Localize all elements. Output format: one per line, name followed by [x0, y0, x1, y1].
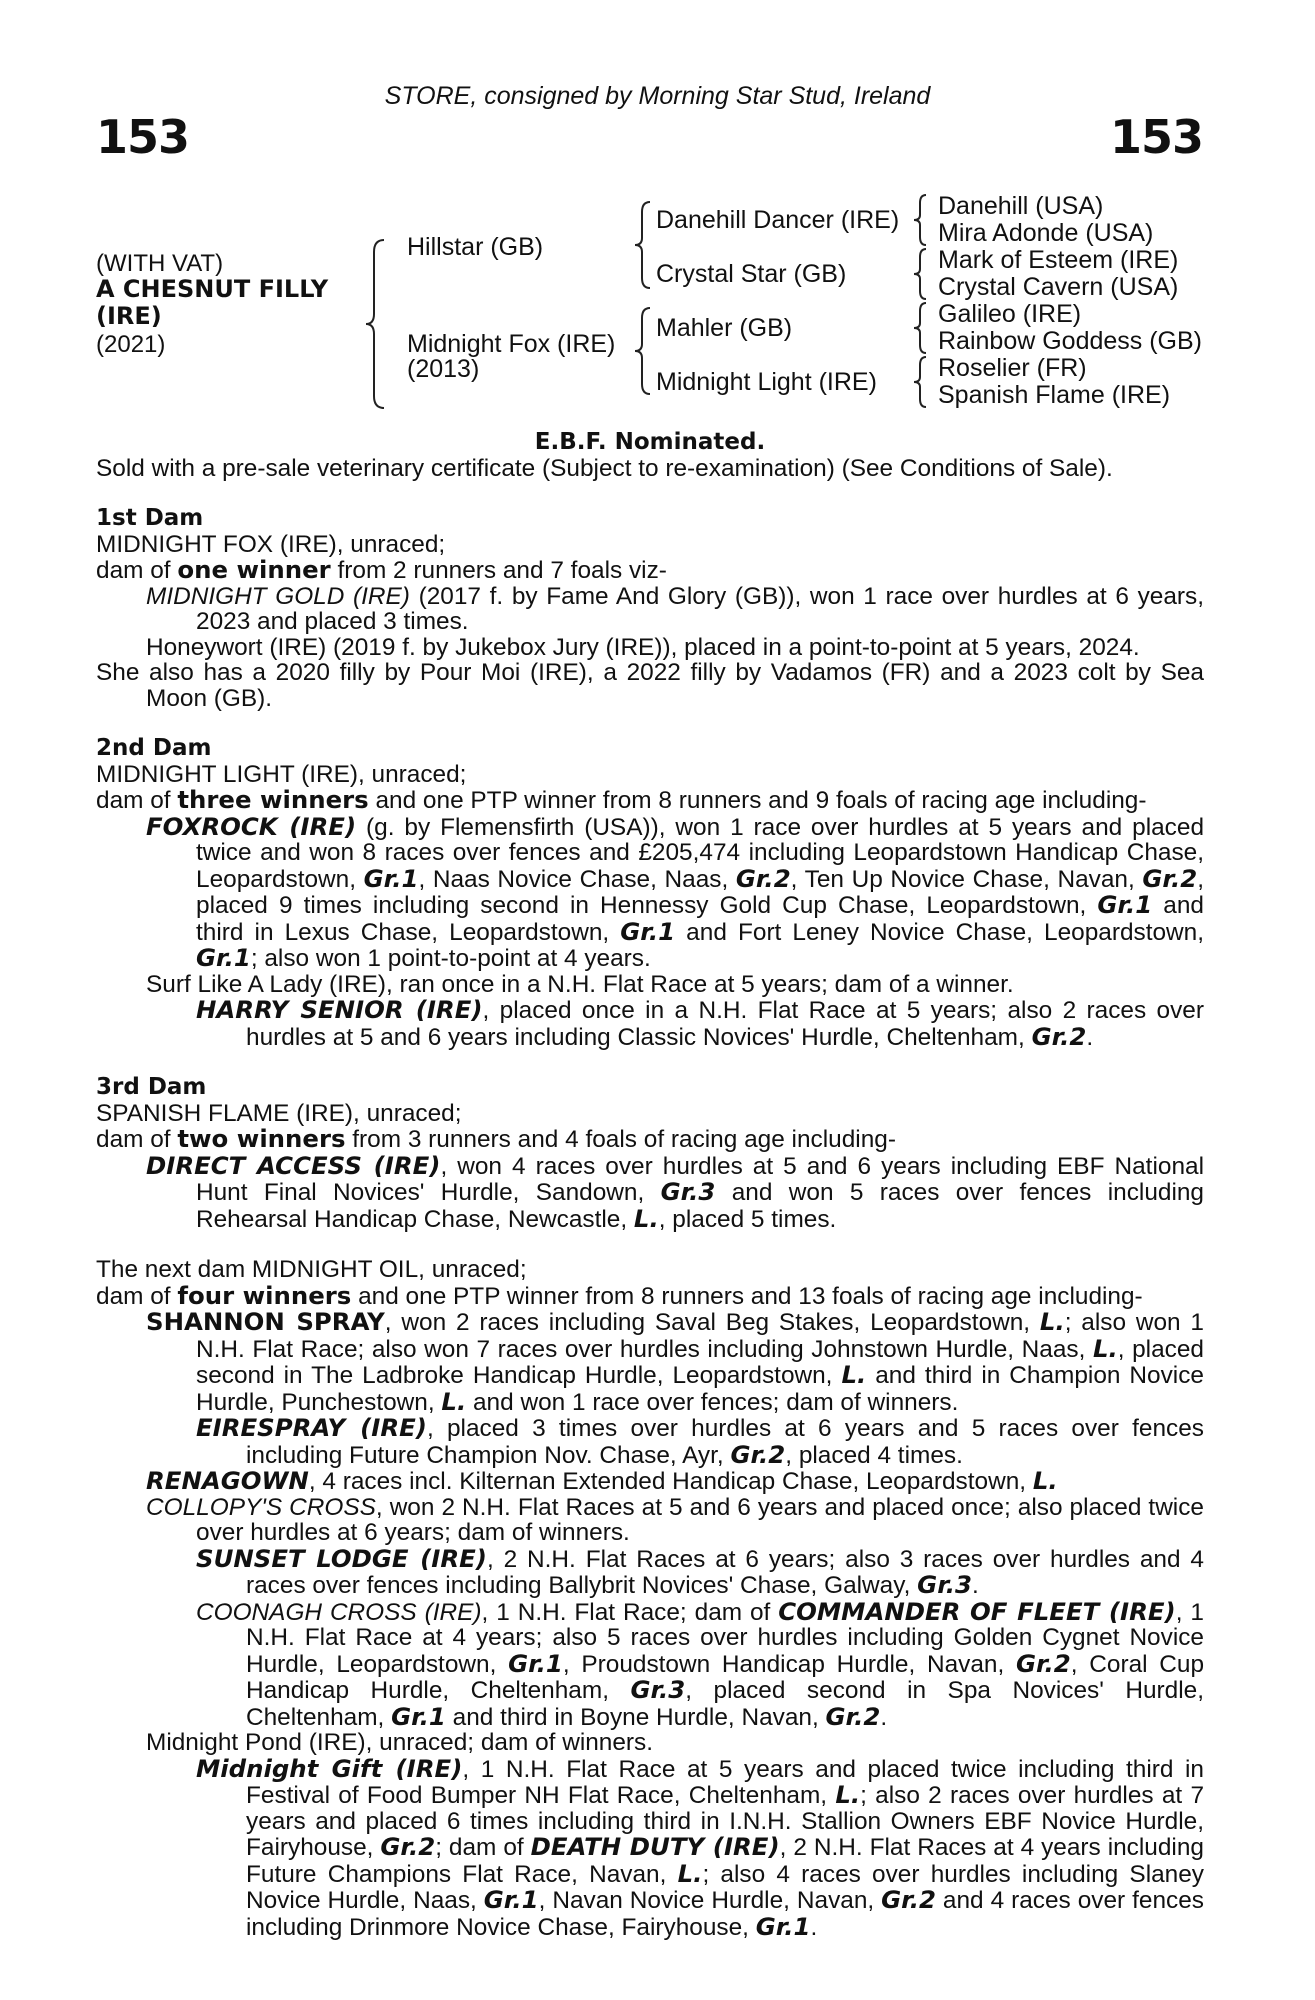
pedigree-dsd: Rainbow Goddess (GB) [938, 327, 1203, 355]
fourth-dam-entry-collopys-cross: COLLOPY'S CROSS, won 2 N.H. Flat Races at 5 and 6 years and placed once; also placed twice over hurdles at 6 years; dam of winners. [146, 1493, 1204, 1546]
pedigree-dam-year: (2013) [407, 355, 480, 383]
consignor-line: STORE, consigned by Morning Star Stud, Ireland [384, 82, 931, 110]
fourth-dam-entry-eirespray: EIRESPRAY (IRE), placed 3 times over hurdles at 6 years and 5 races over fences including Future Champion Nov. Chase, Ayr, Gr.2, placed 4 times. [196, 1413, 1204, 1469]
first-dam-produce-summary: dam of one winner from 2 runners and 7 foals viz- [96, 555, 667, 584]
third-dam-name: SPANISH FLAME (IRE), unraced; [96, 1099, 462, 1127]
fourth-dam-produce-summary: dam of four winners and one PTP winner from 8 runners and 13 foals of racing age including- [96, 1280, 1143, 1310]
subject-name-country: (IRE) [96, 302, 162, 330]
pedigree-dds: Roselier (FR) [938, 354, 1087, 382]
fourth-dam-name: The next dam MIDNIGHT OIL, unraced; [96, 1256, 527, 1283]
second-dam-entry-surf-like-a-lady: Surf Like A Lady (IRE), ran once in a N.H. Flat Race at 5 years; dam of a winner. [146, 970, 1014, 998]
fourth-dam-entry-midnight-gift: Midnight Gift (IRE), 1 N.H. Flat Race at 5 years and placed twice including third in Festival of Food Bumper NH Flat Race, Cheltenham, L.; also 2 races over hurdles at 7 years and placed 6 times including third in I.N.H. Stallion Owners EBF Novice Hurdle, Fairyhouse, Gr.2; dam of DEATH DUTY (IRE), 2 N.H. Flat Races at 4 years including Future Champions Flat Race, Navan, L.; also 4 races over hurdles including Slaney Novice Hurdle, Naas, Gr.1, Navan Novice Hurdle, Navan, Gr.2 and 4 races over fences including Drinmore Novice Chase, Fairyhouse, Gr.1. [196, 1753, 1205, 1941]
pedigree-dam: Midnight Fox (IRE) [407, 330, 616, 358]
catalogue-body [96, 430, 1204, 1940]
second-dam-entry-foxrock: FOXROCK (IRE) (g. by Flemensfirth (USA)), won 1 race over hurdles at 5 years and placed twice and won 8 races over fences and £205,474 including Leopardstown Handicap Chase, Leopardstown, Gr.1, Naas Novice Chase, Naas, Gr.2, Ten Up Novice Chase, Navan, Gr.2, placed 9 times including second in Hennessy Gold Cup Chase, Leopardstown, Gr.1 and third in Lexus Chase, Leopardstown, Gr.1 and Fort Leney Novice Chase, Leopardstown, Gr.1; also won 1 point-to-point at 4 years. [146, 811, 1205, 972]
pedigree-brace-g3-1 [910, 193, 932, 247]
second-dam-produce-summary: dam of three winners and one PTP winner from 8 runners and 9 foals of racing age including- [96, 785, 1147, 814]
pedigree-sds: Mark of Esteem (IRE) [938, 246, 1179, 274]
first-dam-name: MIDNIGHT FOX (IRE), unraced; [96, 530, 446, 558]
vet-certificate-note: Sold with a pre-sale veterinary certificate (Subject to re-examination) (See Conditions of Sale). [96, 454, 1113, 482]
second-dam-entry-harry-senior: HARRY SENIOR (IRE), placed once in a N.H. Flat Race at 5 years; also 2 races over hurdles at 5 and 6 years including Classic Novices' Hurdle, Cheltenham, Gr.2. [196, 995, 1204, 1051]
fourth-dam-entry-shannon-spray: SHANNON SPRAY, won 2 races including Saval Beg Stakes, Leopardstown, L.; also won 1 N.H. Flat Race; also won 7 races over hurdles including Johnstown Hurdle, Naas, L., placed second in The Ladbroke Handicap Hurdle, Leopardstown, L. and third in Champion Novice Hurdle, Punchestown, L. and won 1 race over fences; dam of winners. [146, 1307, 1204, 1416]
pedigree-brace-g3-4 [910, 355, 932, 409]
lot-number-left: 153 [96, 110, 190, 164]
fourth-dam-entry-sunset-lodge: SUNSET LODGE (IRE), 2 N.H. Flat Races at 6 years; also 3 races over hurdles and 4 races over fences including Ballybrit Novices' Chase, Galway, Gr.3. [196, 1543, 1204, 1599]
first-dam-heading: 1st Dam [96, 505, 204, 531]
lot-number-right: 153 [1109, 110, 1203, 164]
pedigree-sdd: Crystal Cavern (USA) [938, 273, 1179, 301]
subject-name: A CHESNUT FILLY [96, 275, 329, 303]
pedigree-dss: Galileo (IRE) [938, 300, 1082, 328]
pedigree-brace-dam [630, 306, 656, 396]
fourth-dam-entry-midnight-pond: Midnight Pond (IRE), unraced; dam of winners. [146, 1729, 654, 1756]
third-dam-produce-summary: dam of two winners from 3 runners and 4 foals of racing age including- [96, 1124, 896, 1153]
pedigree-brace-g3-3 [910, 301, 932, 355]
fourth-dam-entry-renagown: RENAGOWN, 4 races incl. Kilternan Extended Handicap Chase, Leopardstown, L. [146, 1466, 1058, 1495]
pedigree-ddd: Spanish Flame (IRE) [938, 381, 1171, 409]
pedigree-sire: Hillstar (GB) [407, 233, 544, 261]
vat-label: (WITH VAT) [96, 250, 224, 277]
subject-year: (2021) [96, 331, 166, 358]
first-dam-entry-honeywort: Honeywort (IRE) (2019 f. by Jukebox Jury (IRE)), placed in a point-to-point at 5 years, 2024. [146, 633, 1140, 661]
second-dam-heading: 2nd Dam [96, 735, 212, 761]
pedigree-brace-sire [630, 200, 656, 290]
first-dam-entry-midnight-gold: MIDNIGHT GOLD (IRE) (2017 f. by Fame And Glory (GB)), won 1 race over hurdles at 6 years, 2023 and placed 3 times. [146, 582, 1204, 635]
first-dam-other-foals: She also has a 2020 filly by Pour Moi (IRE), a 2022 filly by Vadamos (FR) and a 2023 colt by Sea Moon (GB). [96, 659, 1204, 712]
pedigree-brace-gen1 [362, 238, 392, 410]
pedigree-sire-dam: Crystal Star (GB) [656, 260, 847, 288]
ebf-nomination: E.B.F. Nominated. [534, 429, 766, 455]
third-dam-entry-direct-access: DIRECT ACCESS (IRE), won 4 races over hurdles at 5 and 6 years including EBF National Hunt Final Novices' Hurdle, Sandown, Gr.3 and won 5 races over fences including Rehearsal Handicap Chase, Newcastle, L., placed 5 times. [146, 1150, 1204, 1233]
pedigree-dam-sire: Mahler (GB) [656, 314, 793, 342]
third-dam-heading: 3rd Dam [96, 1074, 207, 1100]
pedigree-brace-g3-2 [910, 247, 932, 301]
pedigree-ssd: Mira Adonde (USA) [938, 219, 1154, 247]
pedigree-sss: Danehill (USA) [938, 192, 1104, 220]
pedigree-dam-dam: Midnight Light (IRE) [656, 368, 877, 396]
pedigree-sire-sire: Danehill Dancer (IRE) [656, 206, 900, 234]
second-dam-name: MIDNIGHT LIGHT (IRE), unraced; [96, 760, 467, 788]
fourth-dam-entry-coonagh-cross: COONAGH CROSS (IRE), 1 N.H. Flat Race; dam of COMMANDER OF FLEET (IRE), 1 N.H. Flat Race at 4 years; also 5 races over hurdles including Golden Cygnet Novice Hurdle, Leopardstown, Gr.1, Proudstown Handicap Hurdle, Navan, Gr.2, Coral Cup Handicap Hurdle, Cheltenham, Gr.3, placed second in Spa Novices' Hurdle, Cheltenham, Gr.1 and third in Boyne Hurdle, Navan, Gr.2. [196, 1596, 1205, 1731]
